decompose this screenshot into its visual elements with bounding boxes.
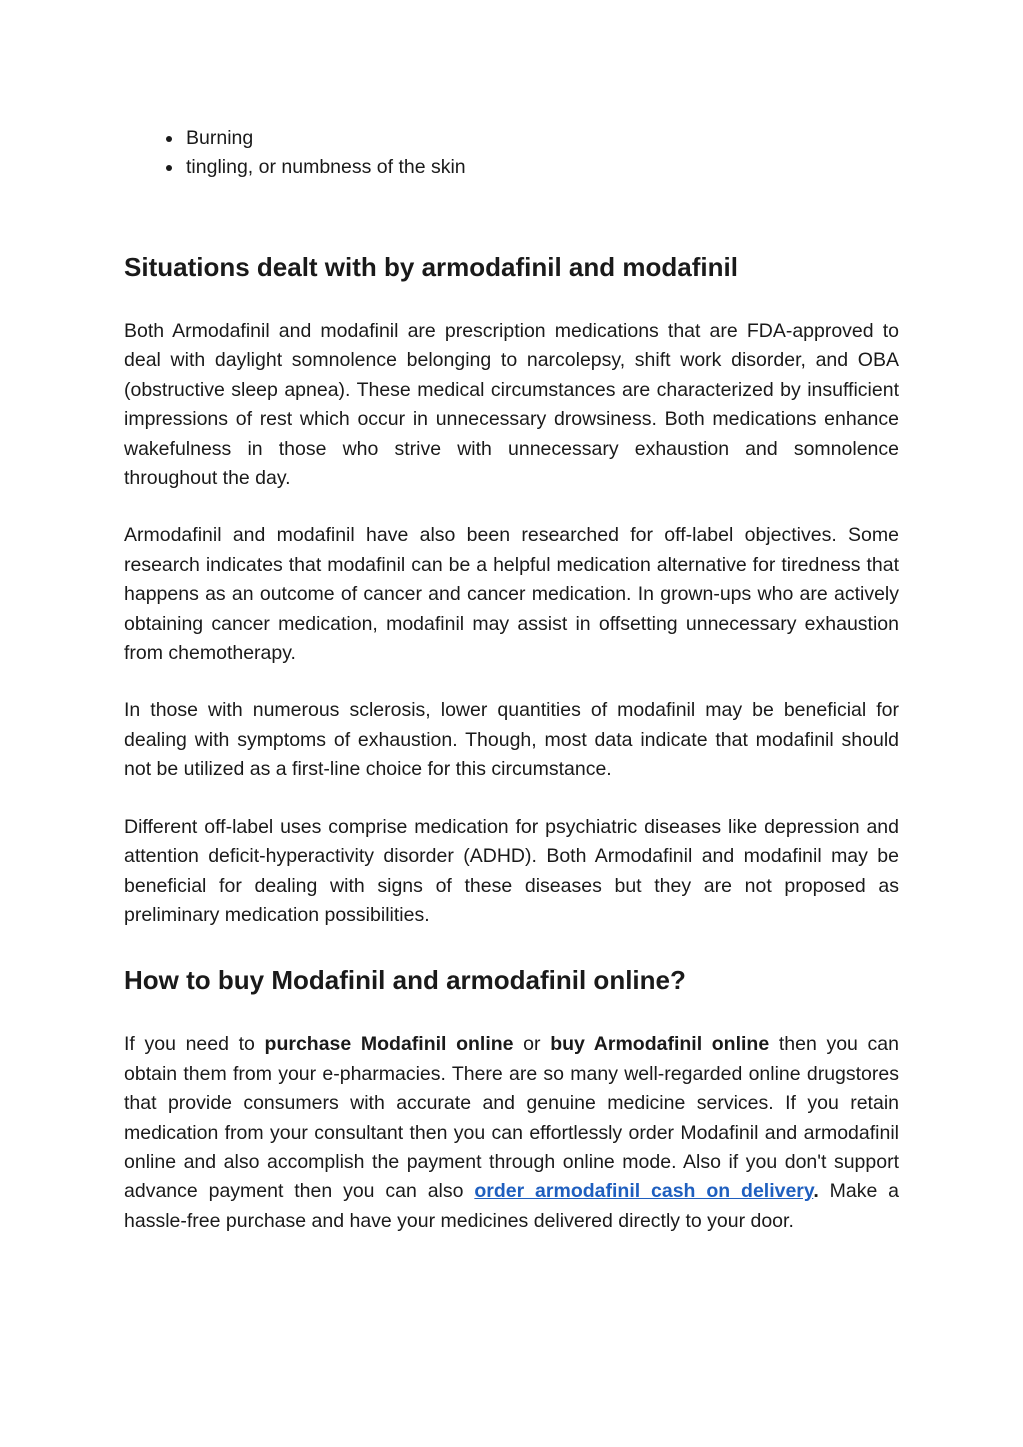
order-cod-link[interactable]: order armodafinil cash on delivery — [474, 1180, 814, 1203]
paragraph-text: If you need to — [124, 1033, 265, 1056]
paragraph: Both Armodafinil and modafinil are prescription medications that are FDA-approved to deal with daylight somnolence belonging to narcolepsy, shift work disorder, and OBA (obstructive sleep apnea). These medical circumstances are characterized by insufficient impressions of rest which occur in unnecessary drowsiness. Both medications enhance wakefulness in those who strive with unnecessary exhaustion and somnolence throughout the day. — [124, 320, 899, 490]
list-item — [186, 153, 899, 182]
bold-phrase-purchase-modafinil: purchase Modafinil online — [264, 1033, 514, 1056]
paragraph-buy-online — [124, 1030, 899, 1236]
paragraph: In those with numerous sclerosis, lower quantities of modafinil may be beneficial for dealing with symptoms of exhaustion. Though, most data indicate that modafinil should not be utilized as a first-line choice for this circumstance. — [124, 699, 899, 781]
list-item-text: Burning — [186, 127, 254, 149]
bullet-icon — [166, 136, 172, 142]
paragraph-text: Make a hassle-free purchase and have your medicines delivered directly to your door. — [124, 1180, 899, 1232]
list-item — [186, 124, 899, 153]
section-heading-how-to-buy: How to buy Modafinil and armodafinil online? — [124, 965, 686, 996]
section-heading-situations: Situations dealt with by armodafinil and modafinil — [124, 252, 738, 282]
bold-phrase-buy-armodafinil: buy Armodafinil online — [550, 1033, 770, 1056]
paragraph: Different off-label uses comprise medication for psychiatric diseases like depression and attention deficit-hyperactivity disorder (ADHD). Both Armodafinil and modafinil may be beneficial for dealing with signs of these diseases but they are not proposed as preliminary medication possibilities. — [124, 815, 899, 926]
bold-period: . — [813, 1180, 819, 1203]
symptom-bullet-list — [124, 124, 899, 182]
bullet-icon — [166, 165, 172, 171]
paragraph-text: or — [513, 1033, 551, 1056]
list-item-text: tingling, or numbness of the skin — [186, 156, 466, 178]
paragraph-text: then you can obtain them from your e-pharmacies. There are so many well-regarded online drugstores that provide consumers with accurate and genuine medicine services. If you retain medication from your consultant then you can effortlessly order Modafinil and armodafinil online and also accomplish the payment through online mode. Also if you don't support advance payment then you can also — [124, 1033, 899, 1203]
document-page — [124, 124, 899, 1236]
paragraph: Armodafinil and modafinil have also been researched for off-label objectives. Some research indicates that modafinil can be a helpful medication alternative for tiredness that happens as an outcome of cancer and cancer medication. In grown-ups who are actively obtaining cancer medication, modafinil may assist in offsetting unnecessary exhaustion from chemotherapy. — [124, 524, 899, 665]
